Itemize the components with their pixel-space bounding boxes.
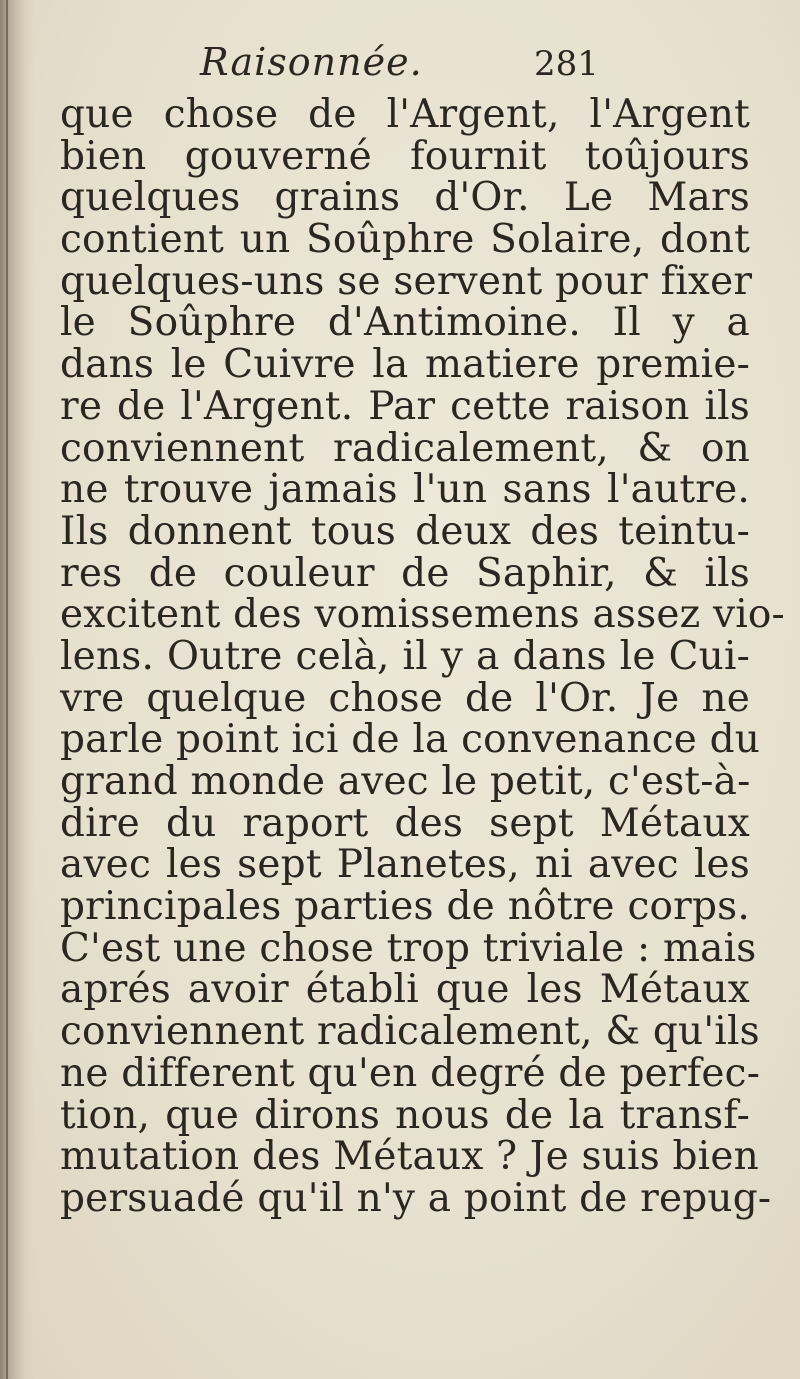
text-line: conviennent radicalement, & on — [60, 425, 750, 471]
text-line: principales parties de nôtre corps. — [60, 884, 750, 930]
body-text — [60, 92, 785, 1221]
text-line: le Soûphre d'Antimoine. Il y a — [60, 300, 750, 346]
text-line: aprés avoir établi que les Métaux — [60, 967, 750, 1013]
text-line: ne different qu'en degré de perfec- — [60, 1050, 761, 1096]
page-number: 281 — [534, 44, 599, 84]
text-line: vre quelque chose de l'Or. Je ne — [60, 675, 750, 721]
text-line: grand monde avec le petit, c'est-à- — [60, 759, 751, 804]
text-line: C'est une chose trop triviale : mais — [60, 925, 757, 971]
text-line: quelques grains d'Or. Le Mars — [60, 175, 750, 221]
text-line: quelques-uns se servent pour fixer — [60, 258, 753, 304]
page-gutter-shadow — [0, 0, 34, 1379]
page-header — [200, 40, 630, 100]
text-line: re de l'Argent. Par cette raison ils — [60, 383, 750, 429]
text-line: Ils donnent tous deux des teintu- — [60, 508, 750, 554]
text-line: res de couleur de Saphir, & ils — [60, 550, 750, 596]
text-line: lens. Outre celà, il y a dans le Cui- — [60, 633, 750, 679]
text-line: dire du raport des sept Métaux — [60, 800, 750, 846]
text-line: tion, que dirons nous de la transf- — [60, 1092, 750, 1138]
text-line: bien gouverné fournit toûjours — [60, 133, 750, 179]
binding-edge — [6, 0, 8, 1379]
text-line: ne trouve jamais l'un sans l'autre. — [60, 467, 750, 513]
text-line: parle point ici de la convenance du — [60, 717, 761, 763]
text-line: avec les sept Planetes, ni avec les — [60, 842, 750, 888]
text-line: que chose de l'Argent, l'Argent — [60, 92, 750, 137]
text-line: excitent des vomissemens assez vio- — [60, 592, 785, 638]
text-line: contient un Soûphre Solaire, dont — [60, 217, 750, 263]
text-line: dans le Cuivre la matiere premie- — [60, 342, 750, 388]
text-line: persuadé qu'il n'y a point de repug- — [60, 1175, 772, 1221]
text-line: mutation des Métaux ? Je suis bien — [60, 1134, 759, 1180]
running-head: Raisonnée. — [200, 40, 423, 84]
text-line: conviennent radicalement, & qu'ils — [60, 1009, 760, 1055]
